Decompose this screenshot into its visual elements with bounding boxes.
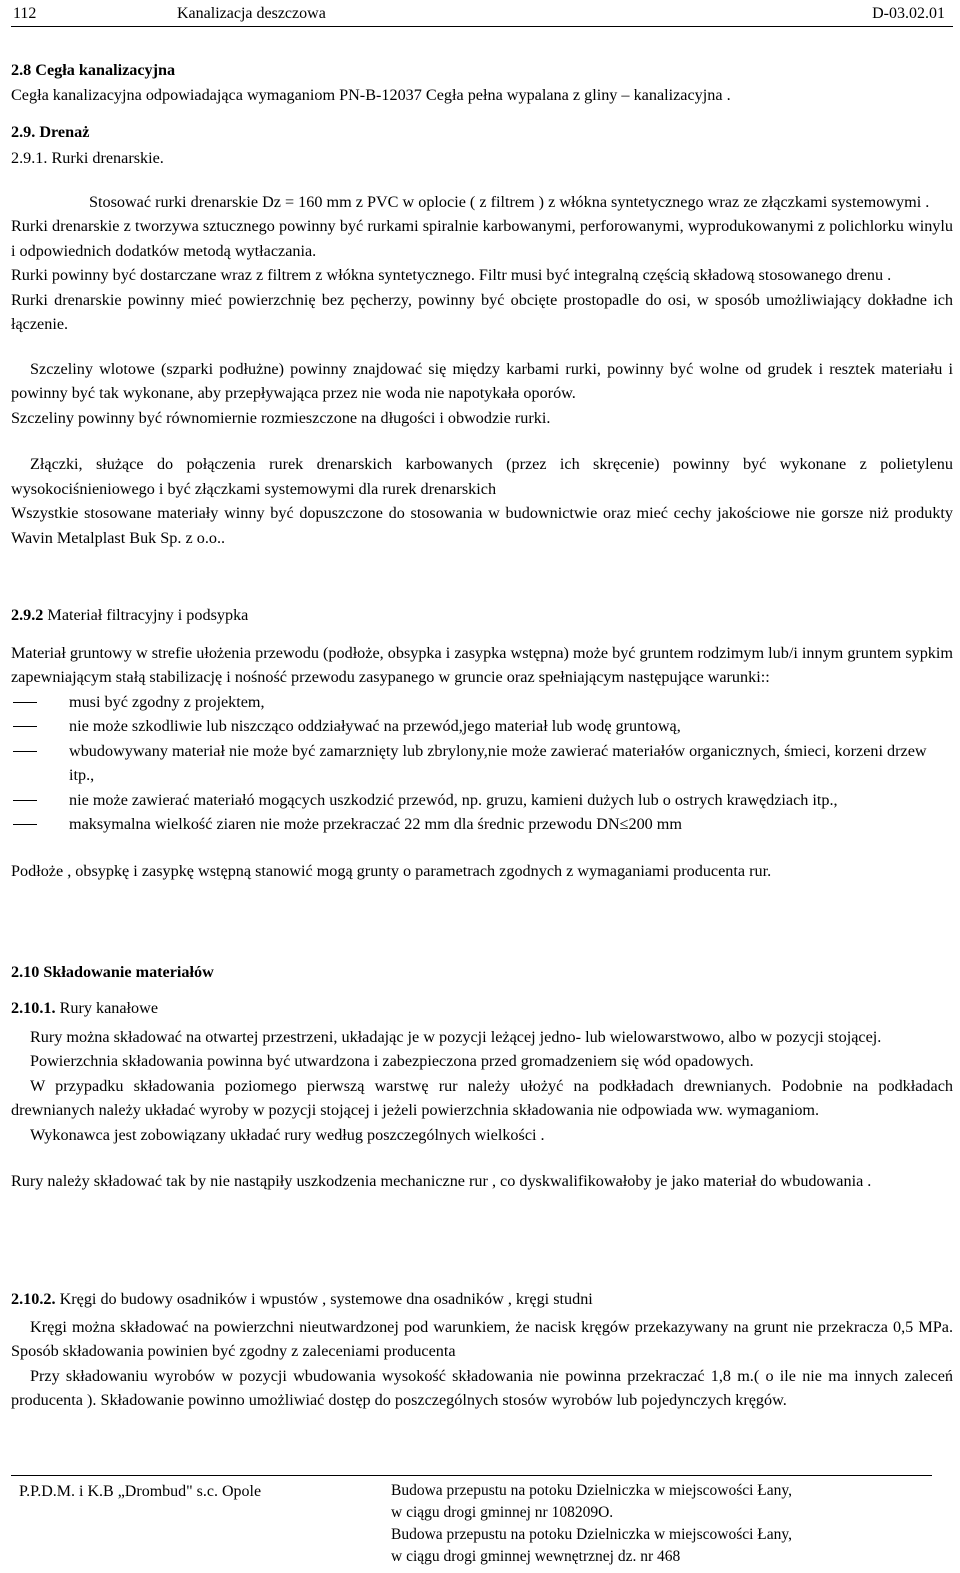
paragraph: Rury należy składować tak by nie nastąpiły uszkodzenia mechaniczne rur , co dyskwalifikowałoby je jako materiał do wbudowania . xyxy=(11,1172,872,1190)
list-item: musi być zgodny z projektem, xyxy=(11,690,953,715)
subsection-title: Kręgi do budowy osadników i wpustów , systemowe dna osadników , kręgi studni xyxy=(55,1290,593,1308)
list-item: nie może szkodliwie lub niszcząco oddziaływać na przewód,jego materiał lub wodę gruntową, xyxy=(11,714,953,739)
section-heading: 2.8 Cegła kanalizacyjna xyxy=(11,61,176,79)
subsection-title: Materiał filtracyjny i podsypka xyxy=(43,606,249,624)
section-2-9-1 xyxy=(11,146,953,550)
subsection-title: Rury kanałowe xyxy=(55,999,159,1017)
section-heading: 2.9. Drenaż xyxy=(11,123,90,141)
list-item: nie może zawierać materiałó mogących uszkodzić przewód, np. gruzu, kamieni dużych lub o ostrych krawędziach itp., xyxy=(11,788,953,813)
paragraph: Podłoże , obsypkę i zasypkę wstępną stanowić mogą grunty o parametrach zgodnych z wymaganiami producenta rur. xyxy=(11,861,772,880)
paragraph: Cegła kanalizacyjna odpowiadająca wymaganiom PN-B-12037 Cegła pełna wypalana z gliny – kanalizacyjna . xyxy=(11,85,731,104)
subsection-heading: 2.9.1. Rurki drenarskie. xyxy=(11,149,164,167)
section-2-9 xyxy=(11,120,953,145)
paragraph: Wszystkie stosowane materiały winny być dopuszczone do stosowania w budownictwie oraz mieć cechy jakościowe nie gorsze niż produkty Wavin Metalplast Buk Sp. z o.o.. xyxy=(11,504,953,547)
paragraph: Wykonawca jest zobowiązany układać rury według poszczególnych wielkości . xyxy=(30,1125,545,1144)
subsection-number: 2.10.1. xyxy=(11,999,56,1017)
header-title: Kanalizacja deszczowa xyxy=(177,5,326,22)
subsection-heading xyxy=(11,603,953,628)
paragraph: Rurki drenarskie powinny mieć powierzchnię bez pęcherzy, powinny być obcięte prostopadle do osi, w sposób umożliwiający dokładne ich łączenie. xyxy=(11,290,953,333)
list-item: maksymalna wielkość ziaren nie może przekraczać 22 mm dla średnic przewodu DN≤200 mm xyxy=(11,812,953,837)
subsection-number: 2.9.2 xyxy=(11,606,44,624)
paragraph: Stosować rurki drenarskie Dz = 160 mm z PVC w oplocie ( z filtrem ) z włókna syntetycznego wraz ze złączkami systemowymi . xyxy=(89,192,930,211)
section-2-10 xyxy=(11,960,953,985)
footer-line-4: w ciągu drogi gminnej wewnętrznej dz. nr 468 xyxy=(391,1548,681,1565)
section-2-8 xyxy=(11,58,953,107)
document-code: D-03.02.01 xyxy=(872,5,945,22)
paragraph: Kręgi można składować na powierzchni nieutwardzonej pod warunkiem, że nacisk kręgów przekazywany na grunt nie przekracza 0,5 MPa. Sposób składowania powinien być zgodny z zaleceniami producenta xyxy=(11,1317,953,1360)
section-2-9-2 xyxy=(11,603,953,883)
paragraph: Powierzchnia składowania powinna być utwardzona i zabezpieczona przed gromadzeniem się wód opadowych. xyxy=(30,1052,754,1070)
paragraph: Przy składowaniu wyrobów w pozycji wbudowania wysokość składowania nie powinna przekraczać 1,8 m.( o ile nie ma innych zaleceń producenta ). Składowanie powinno umożliwiać dostęp do poszczególnych stosów wyrobów lub pojedynczych kręgów. xyxy=(11,1366,953,1409)
section-heading: 2.10 Składowanie materiałów xyxy=(11,963,214,981)
paragraph: Rurki drenarskie z tworzywa sztucznego powinny być rurkami spiralnie karbowanymi, perforowanymi, wyprodukowanymi z polichlorku winylu i odpowiednich dodatków metodą wytłaczania. xyxy=(11,217,953,260)
subsection-heading xyxy=(11,996,953,1021)
page-number: 112 xyxy=(13,5,37,22)
paragraph: Materiał gruntowy w strefie ułożenia przewodu (podłoże, obsypka i zasypka wstępna) może być gruntem rodzimym lub/i innym gruntem sypkim zapewniającym stałą stabilizację i nośność przewodu zasypanego w gruncie oraz spełniającym następujące warunki:: xyxy=(11,643,953,686)
subsection-heading xyxy=(11,1287,953,1312)
page-header xyxy=(11,0,953,27)
section-2-10-1 xyxy=(11,996,953,1194)
footer-line-1: Budowa przepustu na potoku Dzielniczka w miejscowości Łany, xyxy=(391,1482,793,1499)
subsection-number: 2.10.2. xyxy=(11,1290,56,1308)
paragraph: W przypadku składowania poziomego pierwszą warstwę rur należy ułożyć na podkładach drewnianych. Podobnie na podkładach drewnianych należy układać wyroby w pozycji stojącej i jeżeli powierzchnia składowania nie odpowiada ww. wymaganiom. xyxy=(11,1076,953,1119)
paragraph: Rurki powinny być dostarczane wraz z filtrem z włókna syntetycznego. Filtr musi być integralną częścią składową stosowanego drenu . xyxy=(11,266,892,284)
paragraph: Szczeliny powinny być równomiernie rozmieszczone na długości i obwodzie rurki. xyxy=(11,408,551,427)
footer-divider xyxy=(11,1475,932,1476)
footer-line-3: Budowa przepustu na potoku Dzielniczka w miejscowości Łany, xyxy=(391,1526,793,1543)
footer-line-2: w ciągu drogi gminnej nr 108209O. xyxy=(391,1504,614,1521)
list-item: wbudowywany materiał nie może być zamarznięty lub zbrylony,nie może zawierać materiałów organicznych, śmieci, korzeni drzew itp., xyxy=(11,739,953,788)
paragraph: Szczeliny wlotowe (szparki podłużne) powinny znajdować się między karbami rurki, powinny być wolne od grudek i resztek materiału i powinny być tak wykonane, aby przepływająca przez nie woda nie napotykała oporów. xyxy=(11,359,953,402)
paragraph: Rury można składować na otwartej przestrzeni, układając je w pozycji leżącej jedno- lub wielowarstwowo, albo w pozycji stojącej. xyxy=(30,1027,882,1046)
paragraph: Złączki, służące do połączenia rurek drenarskich karbowanych (przez ich skręcenie) powinny być wykonane z polietylenu wysokociśnieniowego i być złączkami systemowymi dla rurek drenarskich xyxy=(11,455,953,498)
footer-project xyxy=(391,1480,931,1568)
section-2-10-2 xyxy=(11,1287,953,1413)
footer-company: P.P.D.M. i K.B „Drombud" s.c. Opole xyxy=(19,1483,262,1500)
requirements-list xyxy=(11,690,953,837)
